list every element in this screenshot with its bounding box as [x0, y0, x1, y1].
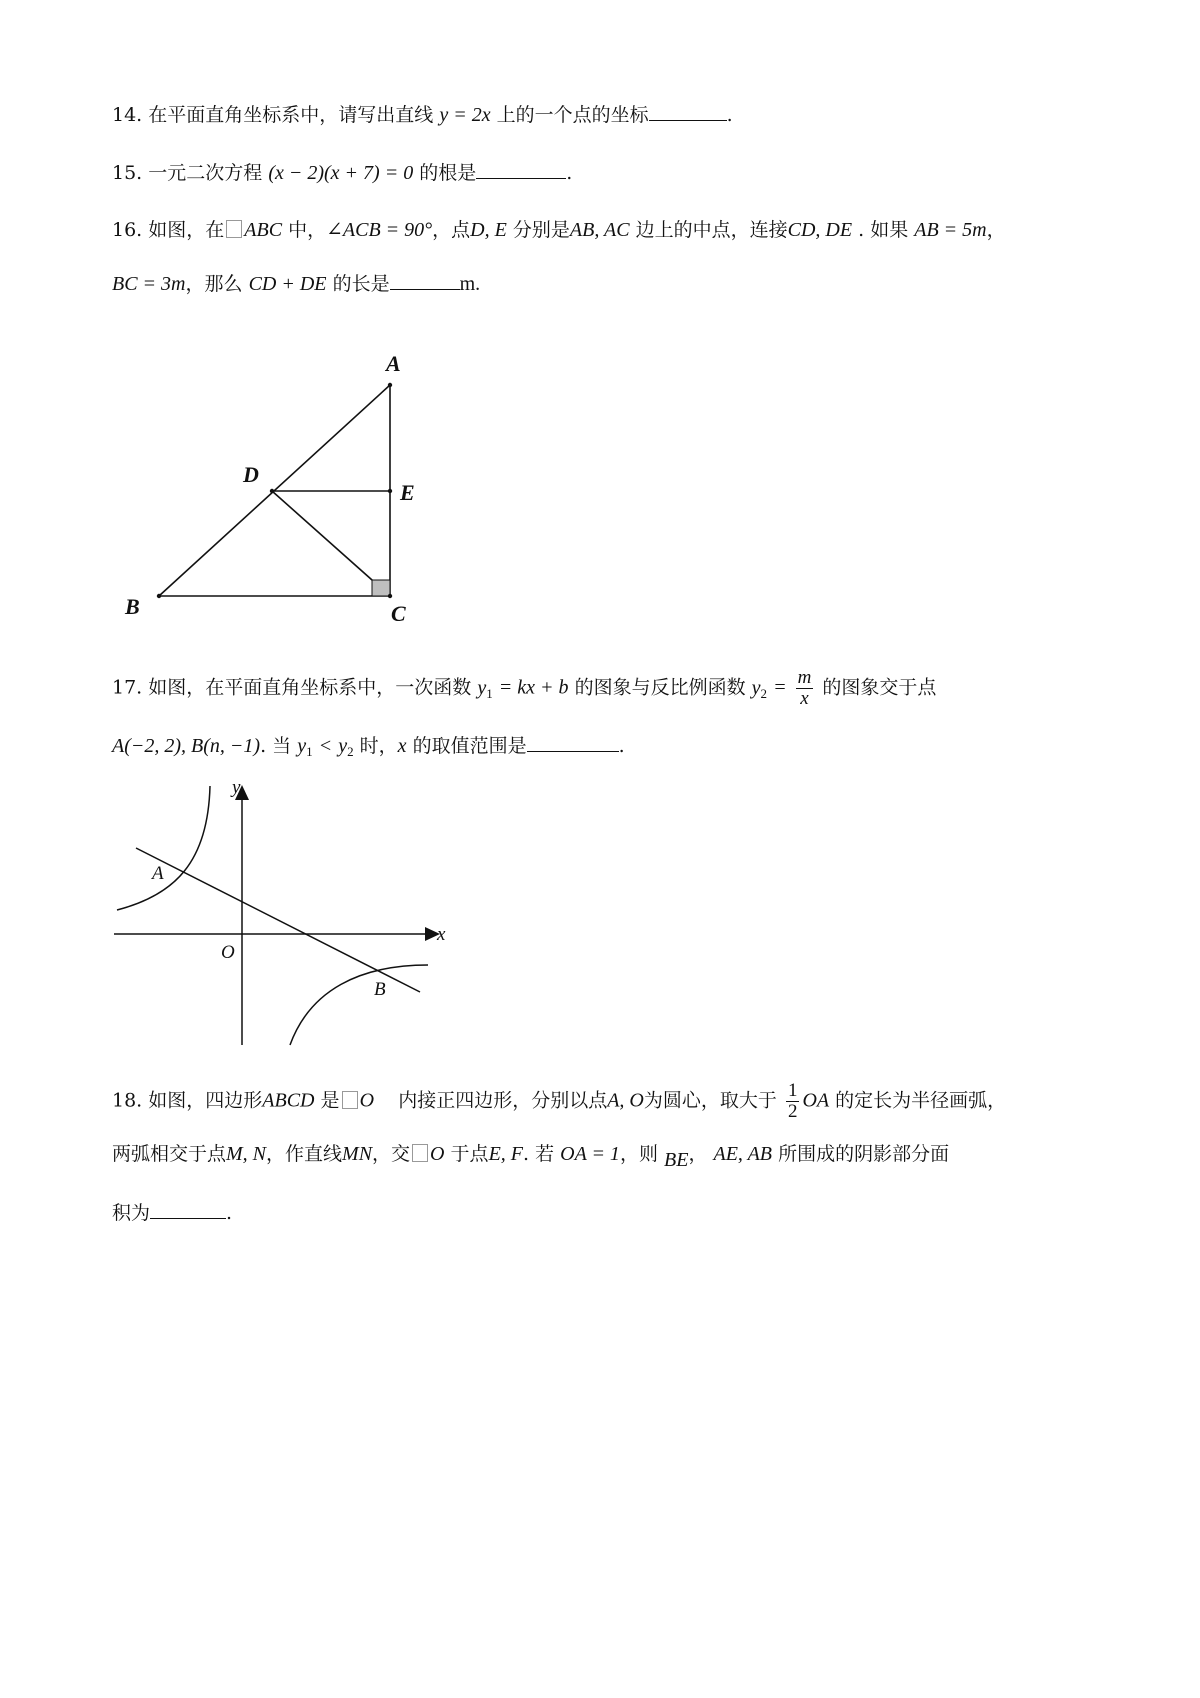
q16-angle: ∠ACB = 90° [326, 219, 433, 241]
label-x: x [437, 924, 446, 945]
label-b: B [374, 979, 386, 1000]
q18-half-num: 1 [787, 1080, 798, 1101]
q17-number: 17. [112, 676, 143, 699]
q16-number: 16. [112, 219, 143, 241]
q14-equation: y = 2x [439, 104, 491, 126]
q18-centers: A, O [607, 1089, 644, 1112]
q16-text-3: ，点 [432, 219, 471, 241]
q16-text-7: ， [986, 219, 1006, 241]
q18-text-12: ， [688, 1143, 708, 1165]
q17-equals: = [773, 676, 787, 699]
q18-points-mn: M, N [226, 1143, 267, 1165]
q18-text-14: 积为 [112, 1202, 151, 1224]
q16-ab-length: AB = 5m [914, 219, 987, 241]
q18-period: . [226, 1202, 233, 1224]
q15-equation: (x − 2)(x + 7) = 0 [268, 162, 414, 184]
q18-text-1: 如图，四边形 [148, 1089, 263, 1112]
q17-text-3: 的图象交于点 [822, 676, 937, 699]
q18-answer-blank [150, 1200, 226, 1219]
q14-period: . [726, 104, 733, 126]
label-o: O [221, 942, 235, 963]
q16-text-2: 中， [288, 219, 327, 241]
hyperbola-branch-right [290, 965, 428, 1045]
q18-text-9: 于点 [450, 1143, 489, 1165]
q18-text-8: ，交 [372, 1143, 411, 1165]
q17-frac-num: m [797, 667, 812, 688]
q17-frac-den: x [800, 688, 809, 709]
q17-y1-sub: 1 [486, 685, 493, 701]
q15-number: 15. [112, 162, 143, 184]
question-18-line-2 [112, 1142, 950, 1171]
hyperbola-branch-left [117, 786, 210, 910]
q17-linear: = kx + b [498, 676, 569, 699]
q18-circle: O [359, 1089, 375, 1112]
q16-text-9: 的长是 [332, 273, 390, 295]
q17-points: A(−2, 2), B(n, −1) [112, 735, 261, 757]
q17-y1-var: y [477, 676, 487, 699]
q16-segments: CD, DE [787, 219, 853, 241]
q17-text-1: 如图，在平面直角坐标系中，一次函数 [148, 676, 472, 699]
question-18-line-1 [112, 1081, 1006, 1122]
q18-quadrilateral: ABCD [262, 1089, 315, 1112]
q18-number: 18. [112, 1089, 143, 1112]
q18-text-11: ，则 [619, 1143, 658, 1165]
q17-x: x [397, 735, 407, 757]
label-a: A [152, 863, 164, 884]
q17-yb-var: y [338, 735, 348, 757]
q16-text-4: 分别是 [512, 219, 570, 241]
q17-text-5: 时， [359, 735, 398, 757]
q18-text-5: 的定长为半径画弧， [835, 1089, 1007, 1112]
label-e: E [400, 480, 415, 505]
q18-segments: AE, AB [713, 1143, 773, 1165]
label-a: A [386, 351, 401, 376]
q16-sides: AB, AC [569, 219, 630, 241]
q17-less-than: < [318, 735, 333, 757]
circle-symbol [342, 1091, 358, 1109]
q16-sum: CD + DE [248, 273, 327, 295]
q17-text-4: . 当 [260, 735, 292, 757]
q17-ya-sub: 1 [306, 744, 313, 759]
q18-text-7: ，作直线 [266, 1143, 343, 1165]
q18-text-10: . 若 [523, 1143, 555, 1165]
q18-text-6: 两弧相交于点 [112, 1143, 227, 1165]
q17-yb-sub: 2 [347, 744, 354, 759]
q18-text-4: 为圆心，取大于 [643, 1089, 777, 1112]
q16-text-5: 边上的中点，连接 [635, 219, 788, 241]
label-c: C [391, 601, 406, 626]
q18-text-2: 是 [320, 1089, 340, 1112]
q18-points-ef: E, F [488, 1143, 523, 1165]
q18-line-mn: MN [342, 1143, 373, 1165]
q16-bc-length: BC = 3m [112, 273, 186, 295]
q18-text-3: 内接正四边形，分别以点 [398, 1089, 608, 1112]
q18-arc-be: BE [664, 1149, 689, 1171]
label-y: y [232, 777, 241, 798]
q18-circle-2: O [430, 1143, 445, 1165]
q16-text-1: 如图，在 [148, 219, 225, 241]
q16-text-6: . 如果 [858, 219, 909, 241]
q15-period: . [566, 162, 573, 184]
q17-text-6: 的取值范围是 [412, 735, 527, 757]
q16-unit: m. [459, 273, 481, 295]
q17-period: . [618, 735, 625, 757]
q15-text-1: 一元二次方程 [148, 162, 263, 184]
q18-oa-value: OA = 1 [560, 1143, 620, 1165]
q17-text-2: 的图象与反比例函数 [574, 676, 746, 699]
q17-ya-var: y [297, 735, 307, 757]
q14-text-1: 在平面直角坐标系中，请写出直线 [148, 104, 434, 126]
label-b: B [125, 594, 140, 619]
q17-y2-var: y [751, 676, 761, 699]
q14-text-2: 上的一个点的坐标 [496, 104, 649, 126]
label-d: D [243, 462, 259, 487]
q18-text-13: 所围成的阴影部分面 [778, 1143, 950, 1165]
q18-half [786, 1081, 800, 1122]
circle-symbol-2 [412, 1144, 428, 1162]
q16-text-8: ，那么 [185, 273, 243, 295]
q18-oa: OA [802, 1089, 830, 1112]
q17-y2-sub: 2 [760, 685, 768, 701]
q16-triangle: ABC [244, 219, 283, 241]
q14-number: 14. [112, 104, 143, 126]
q16-points-de: D, E [470, 219, 507, 241]
question-18-line-3 [112, 1200, 232, 1225]
q15-text-2: 的根是 [419, 162, 477, 184]
q18-half-den: 2 [787, 1101, 798, 1122]
